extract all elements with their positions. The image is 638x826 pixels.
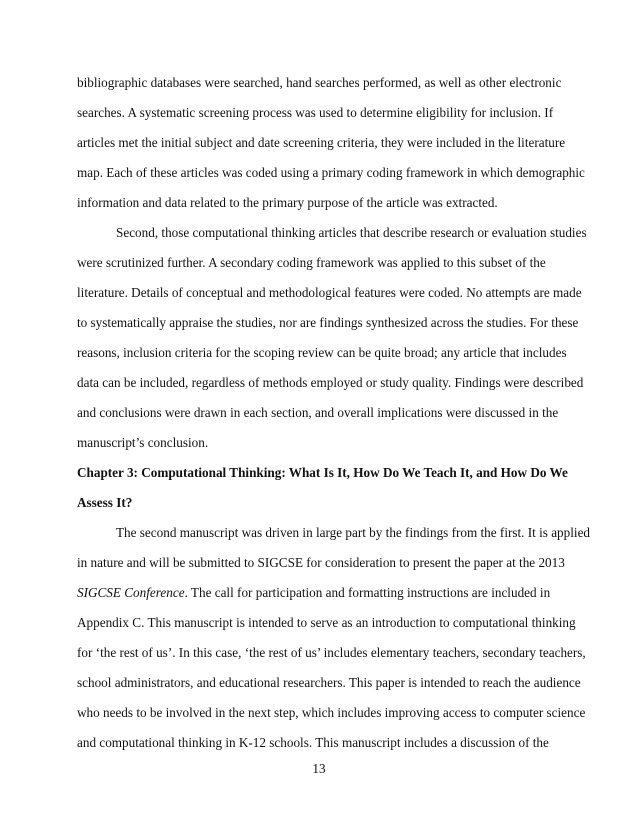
body-text-line: reasons, inclusion criteria for the scoping review can be quite broad; any article that includes	[77, 345, 567, 360]
body-text-line: and computational thinking in K-12 schools. This manuscript includes a discussion of the	[77, 735, 549, 750]
body-text-line: to systematically appraise the studies, nor are findings synthesized across the studies. For these	[77, 315, 579, 330]
body-text-line: articles met the initial subject and date screening criteria, they were included in the literature	[77, 135, 566, 150]
body-text-line: information and data related to the primary purpose of the article was extracted.	[77, 195, 498, 210]
chapter-heading-line-1: Chapter 3: Computational Thinking: What Is It, How Do We Teach It, and How Do We	[77, 465, 568, 480]
body-text-line: school administrators, and educational researchers. This paper is intended to reach the audience	[77, 675, 581, 690]
body-text-line: and conclusions were drawn in each section, and overall implications were discussed in the	[77, 405, 559, 420]
body-text-line: manuscript’s conclusion.	[77, 435, 209, 450]
conference-title: SIGCSE Conference	[77, 585, 185, 600]
page-number: 13	[312, 761, 326, 776]
body-text-line: literature. Details of conceptual and methodological features were coded. No attempts are made	[77, 285, 582, 300]
body-text-line: for ‘the rest of us’. In this case, ‘the rest of us’ includes elementary teachers, secondary teachers,	[77, 645, 586, 660]
body-text-line: searches. A systematic screening process was used to determine eligibility for inclusion. If	[77, 105, 554, 120]
body-text-line: map. Each of these articles was coded using a primary coding framework in which demographic	[77, 165, 585, 180]
body-text-line: bibliographic databases were searched, hand searches performed, as well as other electronic	[77, 75, 562, 90]
body-text-segment: . The call for participation and formatting instructions are included in	[184, 585, 551, 600]
body-text-line	[77, 585, 550, 601]
body-text-line: who needs to be involved in the next step, which includes improving access to computer science	[77, 705, 586, 720]
chapter-heading-line-2: Assess It?	[77, 495, 133, 510]
body-text-line: The second manuscript was driven in large part by the findings from the first. It is applied	[116, 525, 591, 540]
body-text-line: Appendix C. This manuscript is intended to serve as an introduction to computational thinking	[77, 615, 576, 630]
body-text-line: data can be included, regardless of methods employed or study quality. Findings were described	[77, 375, 584, 390]
body-text-line: were scrutinized further. A secondary coding framework was applied to this subset of the	[77, 255, 546, 270]
body-text-line: in nature and will be submitted to SIGCSE for consideration to present the paper at the 2013	[77, 555, 565, 570]
body-text-line: Second, those computational thinking articles that describe research or evaluation studies	[116, 225, 587, 240]
